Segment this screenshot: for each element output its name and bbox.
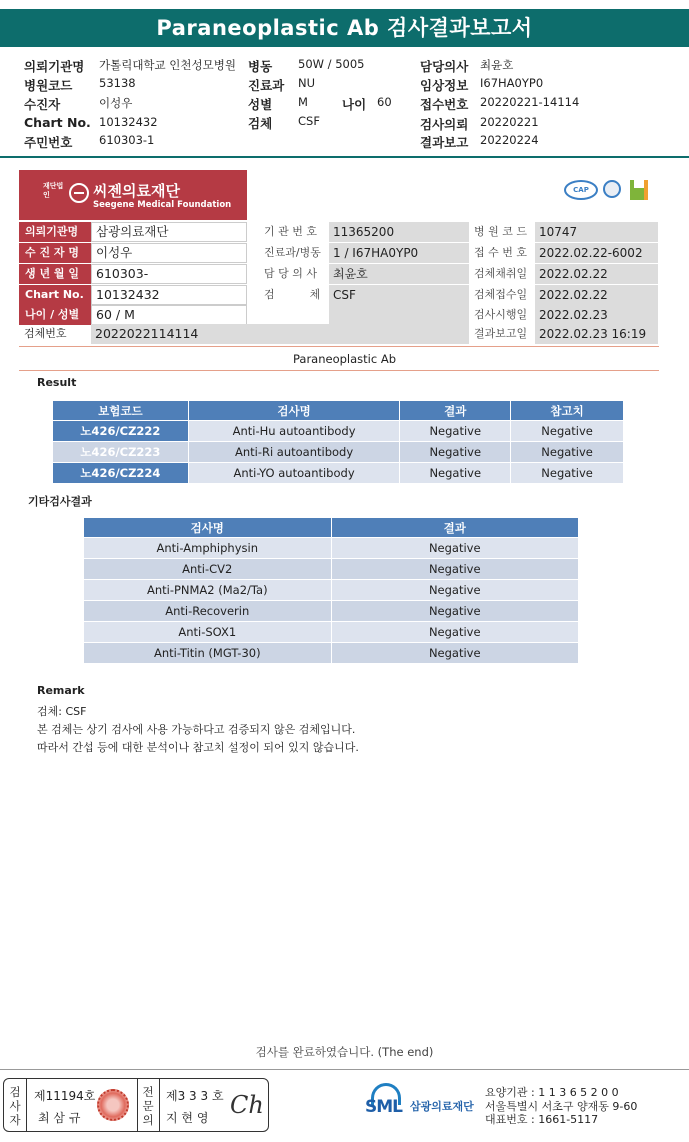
insurance-code: 노426/CZ223 [53, 442, 189, 463]
org-line-3: 대표번호 : 1661-5117 [485, 1113, 599, 1126]
request-label: 검사의뢰 [420, 117, 469, 132]
test-name: Anti-CV2 [84, 559, 332, 580]
other-col-name: 검사명 [84, 518, 332, 538]
reference-value: Negative [511, 442, 624, 463]
chart-value: 10132432 [99, 115, 158, 129]
right-label-3: 검체접수일 [474, 288, 528, 301]
right-value-3: 2022.02.22 [535, 285, 658, 305]
pi-label-1: 수 진 자 명 [19, 243, 91, 263]
result-col-ref: 참고치 [511, 401, 624, 421]
receipt-label: 접수번호 [420, 97, 469, 112]
specimen-value: CSF [298, 114, 320, 128]
examiner-label: 검사자 [9, 1085, 21, 1127]
test-result: Negative [331, 622, 578, 643]
hospital-code-value: 53138 [99, 76, 136, 90]
cap-accredited-icon: CAP [563, 180, 599, 212]
table-row [53, 463, 624, 484]
pi-label-2: 생 년 월 일 [19, 264, 91, 284]
dept-value: NU [298, 76, 316, 90]
institution-label: 의뢰기관명 [24, 59, 85, 74]
org-line-1: 요양기관 : 1 1 3 6 5 2 0 0 [485, 1086, 619, 1099]
result-col-code: 보험코드 [53, 401, 189, 421]
right-label-2: 검체채취일 [474, 267, 528, 280]
sml-name: 삼광의료재단 [410, 1100, 474, 1113]
pi-value-0: 삼광의료재단 [91, 222, 247, 242]
section-divider-top [19, 346, 659, 347]
request-header [0, 52, 689, 152]
header-divider [0, 156, 689, 158]
report-date-value: 20220224 [480, 133, 539, 147]
test-name: Anti-Hu autoantibody [188, 421, 400, 442]
doctor-value: 최윤호 [480, 58, 514, 72]
rrn-value: 610303-1 [99, 133, 155, 147]
mid-value-0: 11365200 [329, 222, 469, 242]
sml-logo-icon: SML [365, 1083, 409, 1121]
test-result: Negative [400, 463, 511, 484]
reviewer-license: 제3 3 3 호 [166, 1089, 224, 1103]
test-name: Anti-YO autoantibody [188, 463, 400, 484]
embedded-lab-report [0, 170, 689, 1060]
insurance-code: 노426/CZ224 [53, 463, 189, 484]
logo-prefix: 재단법인 [43, 182, 64, 199]
remark-heading: Remark [37, 684, 85, 697]
mid-value-3: CSF [329, 285, 469, 305]
mid-label-3: 검 체 [264, 288, 321, 301]
org-line-2: 서울특별시 서초구 양재동 9-60 [485, 1099, 638, 1113]
pi-value-3: 10132432 [91, 285, 247, 305]
seegene-symbol-icon [69, 183, 89, 203]
section-divider-bottom [19, 370, 659, 371]
report-date-label: 결과보고 [420, 135, 469, 150]
other-results-table [83, 517, 579, 664]
clinical-value: I67HA0YP0 [480, 76, 544, 90]
test-result: Negative [331, 580, 578, 601]
remark-line-3: 따라서 간섭 등에 대한 분석이나 참고치 설정이 되어 있지 않습니다. [37, 741, 359, 754]
handwritten-signature: Ch [230, 1091, 264, 1119]
table-row [53, 442, 624, 463]
specimen-label: 검체 [248, 116, 273, 131]
signature-box [3, 1078, 269, 1132]
table-row [53, 421, 624, 442]
result-col-name: 검사명 [188, 401, 400, 421]
ward-value: 50W / 5005 [298, 57, 365, 71]
request-value: 20220221 [480, 115, 539, 129]
right-value-0: 10747 [535, 222, 658, 242]
examiner-name: 최 삼 규 [38, 1111, 81, 1125]
table-row [84, 580, 579, 601]
hospital-code-label: 병원코드 [24, 78, 73, 93]
right-label-5: 결과보고일 [474, 327, 528, 340]
right-value-5: 2022.02.23 16:19 [535, 324, 658, 344]
mid-value-4 [329, 305, 469, 325]
pi-value-4: 60 / M [91, 305, 247, 325]
mid-label-2: 담 당 의 사 [264, 267, 317, 280]
report-title: Paraneoplastic Ab 검사결과보고서 [0, 9, 689, 47]
result-table [52, 400, 624, 484]
right-value-1: 2022.02.22-6002 [535, 243, 658, 263]
pi-label-3: Chart No. [19, 285, 91, 305]
table-row [84, 643, 579, 664]
pi-value-2: 610303- [91, 264, 247, 284]
test-result: Negative [331, 559, 578, 580]
mid-label-1: 진료과/병동 [264, 246, 321, 259]
section-title: Paraneoplastic Ab [292, 352, 397, 366]
test-result: Negative [400, 442, 511, 463]
reviewer-label: 전문의 [142, 1085, 154, 1127]
right-label-0: 병 원 코 드 [474, 225, 527, 238]
test-name: Anti-PNMA2 (Ma2/Ta) [84, 580, 332, 601]
receipt-value: 20220221-14114 [480, 95, 580, 109]
pi-label-4: 나이 / 성별 [19, 305, 91, 325]
remark-body [37, 703, 359, 757]
lab-quality-icon [628, 180, 650, 212]
patient-value: 이성우 [99, 96, 133, 110]
official-seal-icon [97, 1089, 129, 1121]
seegene-logo [19, 170, 247, 220]
right-label-1: 접 수 번 호 [474, 246, 527, 259]
lab-name-en: Seegene Medical Foundation [93, 200, 232, 210]
end-note: 검사를 완료하였습니다. (The end) [255, 1045, 434, 1059]
org-info [485, 1086, 637, 1127]
other-col-result: 결과 [331, 518, 578, 538]
examiner-license: 제11194호 [34, 1089, 96, 1103]
result-heading: Result [37, 376, 77, 389]
test-name: Anti-Ri autoantibody [188, 442, 400, 463]
ward-label: 병동 [248, 59, 273, 74]
patient-label: 수진자 [24, 97, 61, 112]
test-result: Negative [331, 538, 578, 559]
chart-label: Chart No. [24, 115, 91, 130]
pi-label-0: 의뢰기관명 [19, 222, 91, 242]
reviewer-name: 지 현 영 [166, 1111, 209, 1125]
table-row [84, 601, 579, 622]
right-label-4: 검사시행일 [474, 308, 528, 321]
test-result: Negative [400, 421, 511, 442]
right-value-2: 2022.02.22 [535, 264, 658, 284]
clinical-label: 임상정보 [420, 78, 469, 93]
reference-value: Negative [511, 463, 624, 484]
remark-line-1: 검체: CSF [37, 705, 87, 718]
result-col-result: 결과 [400, 401, 511, 421]
table-row [84, 559, 579, 580]
mid-value-1: 1 / I67HA0YP0 [329, 243, 469, 263]
test-result: Negative [331, 601, 578, 622]
specimen-no-label: 검체번호 [24, 327, 67, 340]
rrn-label: 주민번호 [24, 135, 73, 150]
insurance-code: 노426/CZ222 [53, 421, 189, 442]
test-name: Anti-Recoverin [84, 601, 332, 622]
test-name: Anti-Titin (MGT-30) [84, 643, 332, 664]
institution-value: 가톨릭대학교 인천성모병원 [99, 58, 236, 72]
mid-value-2: 최윤호 [329, 264, 469, 284]
table-row [84, 622, 579, 643]
specimen-no-value: 2022022114114 [91, 324, 469, 344]
age-value: 60 [377, 95, 392, 109]
age-label: 나이 [342, 97, 367, 112]
test-name: Anti-Amphiphysin [84, 538, 332, 559]
footer-divider [0, 1069, 689, 1070]
sex-value: M [298, 95, 308, 109]
sex-label: 성별 [248, 97, 273, 112]
other-results-heading: 기타검사결과 [28, 495, 92, 508]
lab-name-ko: 씨젠의료재단 [93, 182, 180, 200]
dept-label: 진료과 [248, 78, 285, 93]
test-name: Anti-SOX1 [84, 622, 332, 643]
remark-line-2: 본 검체는 상기 검사에 사용 가능하다고 검증되지 않은 검체입니다. [37, 723, 356, 736]
mid-label-0: 기 관 번 호 [264, 225, 317, 238]
korean-lab-medicine-icon [601, 180, 623, 212]
table-row [84, 538, 579, 559]
pi-value-1: 이성우 [91, 243, 247, 263]
right-value-4: 2022.02.23 [535, 305, 658, 325]
reference-value: Negative [511, 421, 624, 442]
doctor-label: 담당의사 [420, 59, 469, 74]
test-result: Negative [331, 643, 578, 664]
